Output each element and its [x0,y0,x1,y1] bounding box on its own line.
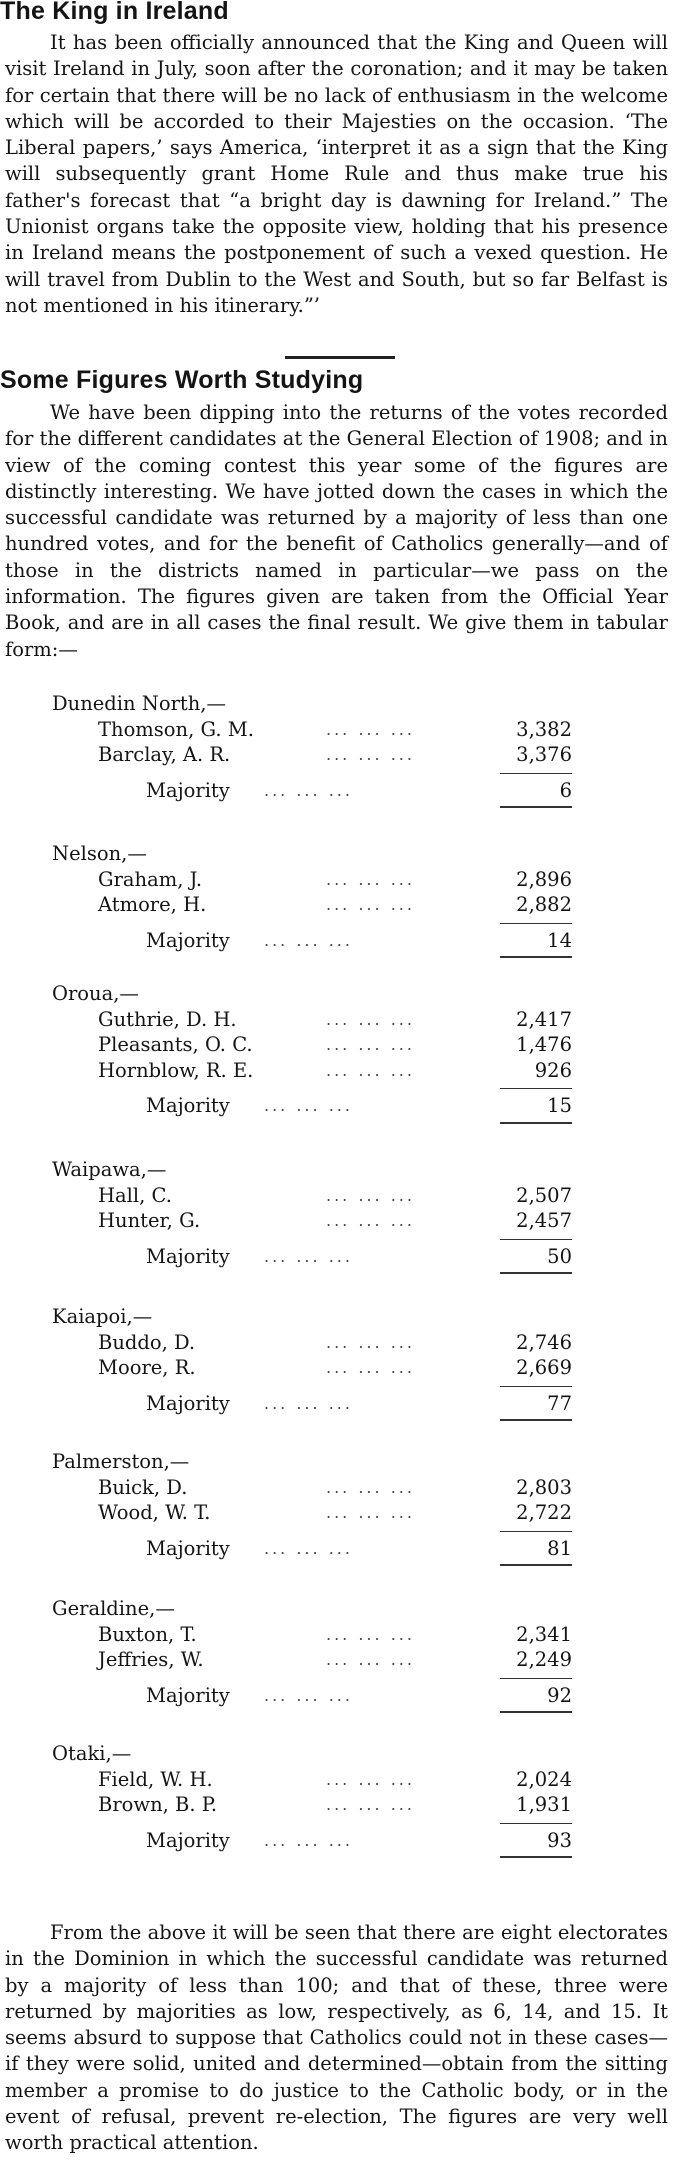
candidate-votes: 926 [534,1058,572,1082]
majority-label: Majority [146,1536,230,1560]
candidate-votes: 1,931 [516,1793,572,1816]
end-rule [500,1419,572,1421]
leader-dots: ... ... ... [264,1096,353,1115]
sum-rule [500,1239,572,1240]
candidate-row [98,1768,572,1794]
leader-dots: ... ... ... [326,1009,415,1029]
leader-dots: ... ... ... [326,1624,415,1644]
majority-row [146,779,572,805]
candidate-votes: 2,341 [516,1622,572,1646]
electorate-name: Dunedin North,— [52,692,226,715]
majority-value: 77 [547,1391,572,1415]
electorate-name: Oroua,— [52,982,139,1005]
leader-dots: ... ... ... [326,1211,415,1230]
candidate-name: Moore, R. [98,1356,196,1379]
majority-value: 50 [547,1244,572,1268]
end-rule [500,806,572,808]
candidate-votes: 2,896 [516,867,572,891]
candidate-name: Atmore, H. [98,893,207,916]
leader-dots: ... ... ... [326,1060,415,1080]
leader-dots: ... ... ... [326,1769,415,1789]
electorate-name: Nelson,— [52,842,147,865]
candidate-row [98,1184,572,1210]
leader-dots: ... ... ... [326,1035,415,1054]
candidate-row [98,1648,572,1674]
candidate-votes: 2,024 [516,1767,572,1791]
candidate-votes: 2,457 [516,1209,572,1232]
candidate-votes: 2,417 [516,1007,572,1031]
candidate-name: Field, W. H. [98,1767,213,1791]
candidate-row [98,1356,572,1382]
article-heading-some-figures: Some Figures Worth Studying [0,366,364,394]
candidate-name: Buick, D. [98,1475,188,1499]
leader-dots: ... ... ... [326,1795,415,1814]
article-heading-king-in-ireland: The King in Ireland [0,0,229,25]
electorate-name: Palmerston,— [52,1450,190,1473]
candidate-row [98,868,572,894]
candidate-name: Jeffries, W. [98,1648,204,1671]
sum-rule [500,923,572,924]
sum-rule [500,773,572,774]
majority-row [146,1684,572,1710]
majority-row [146,1245,572,1271]
majority-value: 15 [547,1094,572,1117]
candidate-row [98,1059,572,1085]
electorate-name: Otaki,— [52,1742,132,1765]
majority-label: Majority [146,1683,230,1707]
candidate-name: Buddo, D. [98,1330,196,1354]
majority-label: Majority [146,1828,230,1852]
majority-row [146,1829,572,1855]
candidate-votes: 3,382 [516,717,572,741]
candidate-row [98,718,572,744]
article-divider [285,356,395,359]
majority-value: 93 [547,1828,572,1852]
candidate-name: Brown, B. P. [98,1793,218,1816]
end-rule [500,1856,572,1858]
article-intro-some-figures: We have been dipping into the returns of the votes recorded for the different candidates at the General Election of 1908; and in view of the coming contest this year some of the figures are distinctly interesting. We have jotted down the cases in which the successful candidate was returned by a majority of less than one hundred votes, and for the benefit of Catholics generally—and of those in the districts named in particular—we pass on the information. The figures given are taken from the Official Year Book, and are in all cases the final result. We give them in tabular form:— [5,401,668,661]
leader-dots: ... ... ... [326,1332,415,1352]
majority-label: Majority [146,928,230,952]
sum-rule [500,1088,572,1089]
candidate-name: Barclay, A. R. [98,743,231,766]
end-rule [500,1711,572,1713]
candidate-votes: 2,746 [516,1330,572,1354]
leader-dots: ... ... ... [326,895,415,914]
leader-dots: ... ... ... [264,930,353,950]
candidate-votes: 2,249 [516,1648,572,1671]
majority-value: 92 [547,1683,572,1707]
end-rule [500,1564,572,1566]
candidate-row [98,1623,572,1649]
sum-rule [500,1386,572,1387]
candidate-row [98,1501,572,1527]
end-rule [500,1272,572,1274]
candidate-row [98,1331,572,1357]
majority-label: Majority [146,778,230,802]
majority-row [146,1537,572,1563]
leader-dots: ... ... ... [264,1246,353,1266]
candidate-row [98,1476,572,1502]
majority-value: 81 [547,1536,572,1560]
leader-dots: ... ... ... [264,1830,353,1850]
leader-dots: ... ... ... [326,1358,415,1377]
leader-dots: ... ... ... [326,745,415,764]
candidate-name: Thomson, G. M. [98,717,254,741]
leader-dots: ... ... ... [326,1650,415,1669]
sum-rule [500,1531,572,1532]
leader-dots: ... ... ... [326,1503,415,1522]
majority-row [146,1094,572,1120]
candidate-row [98,1209,572,1235]
sum-rule [500,1823,572,1824]
candidate-votes: 2,507 [516,1183,572,1207]
candidate-votes: 2,882 [516,893,572,916]
candidate-name: Wood, W. T. [98,1501,211,1524]
majority-value: 14 [547,928,572,952]
electorate-name: Kaiapoi,— [52,1305,153,1328]
candidate-votes: 1,476 [516,1033,572,1056]
electorate-name: Geraldine,— [52,1597,175,1620]
majority-row [146,1392,572,1418]
leader-dots: ... ... ... [326,719,415,739]
leader-dots: ... ... ... [326,1185,415,1205]
majority-label: Majority [146,1391,230,1415]
candidate-votes: 2,669 [516,1356,572,1379]
majority-label: Majority [146,1244,230,1268]
end-rule [500,956,572,958]
candidate-name: Hunter, G. [98,1209,201,1232]
candidate-row [98,893,572,919]
candidate-name: Hornblow, R. E. [98,1058,254,1082]
majority-row [146,929,572,955]
leader-dots: ... ... ... [264,1393,353,1413]
majority-value: 6 [559,778,572,802]
majority-label: Majority [146,1094,230,1117]
leader-dots: ... ... ... [326,869,415,889]
end-rule [500,1122,572,1124]
leader-dots: ... ... ... [264,1685,353,1705]
electorate-name: Waipawa,— [52,1158,167,1181]
candidate-name: Pleasants, O. C. [98,1033,253,1056]
candidate-name: Buxton, T. [98,1622,197,1646]
candidate-row [98,743,572,769]
candidate-name: Hall, C. [98,1183,172,1207]
leader-dots: ... ... ... [264,780,353,800]
article-body-king-in-ireland: It has been officially announced that the King and Queen will visit Ireland in July, soon after the coronation; and it may be taken for certain that there will be no lack of enthusiasm in the welcome which will be accorded to their Majesties on the occasion. ‘The Liberal papers,’ says America, ‘interpret it as a sign that the King will subsequently grant Home Rule and thus make true his father's forecast that “a bright day is dawning for Ireland.” The Unionist organs take the opposite view, holding that his presence in Ireland means the postponement of such a vexed question. He will travel from Dublin to the West and South, but so far Belfast is not mentioned in his itinerary.”’ [5,31,668,317]
candidate-votes: 2,722 [516,1501,572,1524]
candidate-row [98,1793,572,1819]
leader-dots: ... ... ... [326,1477,415,1497]
candidate-row [98,1033,572,1059]
candidate-name: Guthrie, D. H. [98,1007,237,1031]
article-conclusion-some-figures: From the above it will be seen that there are eight electorates in the Dominion in which the successful candidate was returned by a majority of less than 100; and that of these, three were returned by majorities as low, respectively, as 6, 14, and 15. It seems absurd to suppose that Catholics could not in these cases—if they were solid, united and determined—obtain from the sitting member a promise to do justice to the Catholic body, or in the event of refusal, prevent re-election, The figures are very well worth practical attention. [5,1921,668,2155]
candidate-row [98,1008,572,1034]
candidate-votes: 3,376 [516,743,572,766]
leader-dots: ... ... ... [264,1538,353,1558]
sum-rule [500,1678,572,1679]
candidate-name: Graham, J. [98,867,203,891]
candidate-votes: 2,803 [516,1475,572,1499]
